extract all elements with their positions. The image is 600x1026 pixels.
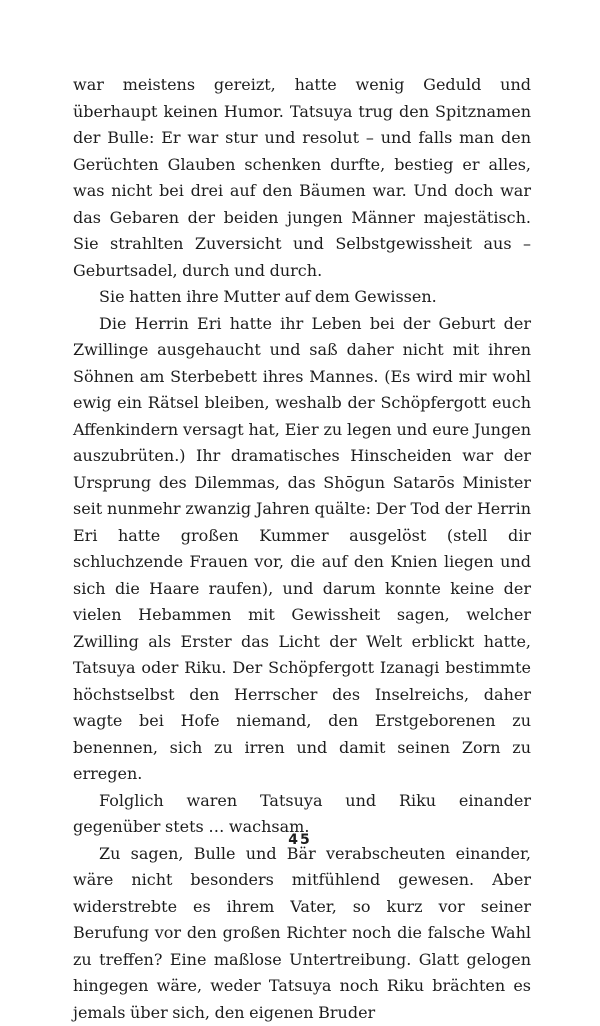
page-number: 45 bbox=[0, 832, 600, 848]
paragraph-2: Sie hatten ihre Mutter auf dem Gewissen. bbox=[73, 284, 531, 311]
body-text bbox=[73, 72, 531, 1026]
paragraph-3: Die Herrin Eri hatte ihr Leben bei der Geburt der Zwillinge ausgehaucht und saß daher nicht mit ihren Söhnen am Sterbebett ihres Mannes. (Es wird mir wohl ewig ein Rätsel bleiben, weshalb der Schöpfergott euch Affenkindern versagt hat, Eier zu legen und eure Jungen auszubrüten.) Ihr dramatisches Hinscheiden war der Ursprung des Dilemmas, das Shōgun Satarōs Minister seit nunmehr zwanzig Jahren quälte: Der Tod der Herrin Eri hatte großen Kummer ausgelöst (stell dir schluchzende Frauen vor, die auf den Knien liegen und sich die Haare raufen), und darum konnte keine der vielen Hebammen mit Gewissheit sagen, welcher Zwilling als Erster das Licht der Welt erblickt hatte, Tatsuya oder Riku. Der Schöpfergott Izanagi bestimmte höchstselbst den Herrscher des Inselreichs, daher wagte bei Hofe niemand, den Erstgeborenen zu benennen, sich zu irren und damit seinen Zorn zu erregen. bbox=[73, 311, 531, 788]
paragraph-4: Folglich waren Tatsuya und Riku einander gegenüber stets … wachsam. bbox=[73, 788, 531, 841]
paragraph-5: Zu sagen, Bulle und Bär verabscheuten einander, wäre nicht besonders mitfühlend gewesen. Aber widerstrebte es ihrem Vater, so kurz vor seiner Berufung vor den großen Richter noch die falsche Wahl zu treffen? Eine maßlose Untertreibung. Glatt gelogen hingegen wäre, weder Tatsuya noch Riku brächten es jemals über sich, den eigenen Bruder bbox=[73, 841, 531, 1026]
paragraph-1: war meistens gereizt, hatte wenig Geduld und überhaupt keinen Humor. Tatsuya trug den Spitznamen der Bulle: Er war stur und resolut – und falls man den Gerüchten Glauben schenken durfte, bestieg er alles, was nicht bei drei auf den Bäumen war. Und doch war das Gebaren der beiden jungen Männer majestätisch. Sie strahlten Zuversicht und Selbstgewissheit aus – Geburtsadel, durch und durch. bbox=[73, 72, 531, 284]
